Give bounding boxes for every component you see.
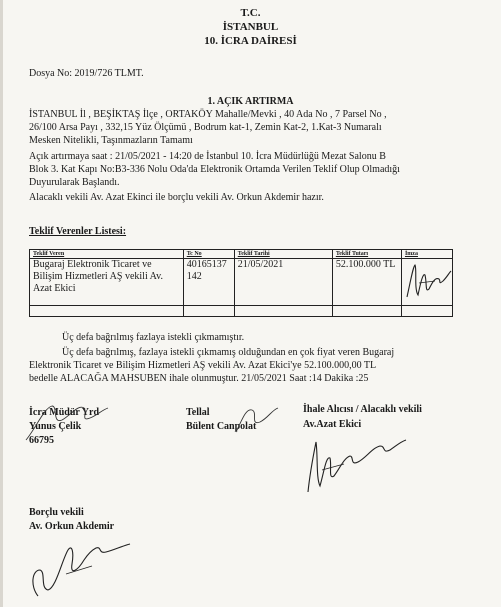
table-row [30,259,453,306]
result-line-1: Üç defa bağrılmış fazlaya istekli çıkmamıştır. [62,332,245,343]
buyer-name: Av.Azat Ekici [303,419,362,430]
col-date: Teklif Tarihi [234,250,332,259]
bids-header-row [30,250,453,259]
director-role: İcra Müdür Yrd [29,407,99,418]
header-office: 10. İCRA DAİRESİ [204,35,297,47]
bids-table [29,249,453,317]
bids-title: Teklif Verenler Listesi: [29,226,127,237]
location-line-3: Mesken Nitelikli, Taşınmazların Tamamı [29,135,193,146]
debtor-name: Av. Orkun Akdemir [29,521,115,532]
col-tc-no: Tc No [183,250,234,259]
opening-line-3: Duyurularak Başlandı. [29,177,120,188]
result-line-2c: bedelle ALACAĞA MAHSUBEN ihale olunmuştur. 21/05/2021 Saat :14 Dakika :25 [29,373,369,384]
opening-line-2: Blok 3. Kat Kapı No:B3-336 Nolu Oda'da Elektronik Ortamda Verilen Teklif Olup Olmadığı [29,164,400,175]
crier-signature-icon [232,402,280,436]
bidder-cell: Bugaraj Elektronik Ticaret ve Bilişim Hizmetleri AŞ vekili Av. Azat Ekici [30,259,184,306]
scan-edge [0,0,3,607]
table-row-empty [30,306,453,317]
debtor-signature-icon [26,530,136,600]
auction-title: 1. AÇIK ARTIRMA [207,96,294,107]
director-signature-icon [22,398,112,448]
header-city: İSTANBUL [222,21,279,33]
debtor-role: Borçlu vekili [29,507,84,518]
buyer-role: İhale Alıcısı / Alacaklı vekili [303,404,422,415]
signature-cell [401,259,452,306]
col-signature: İmza [401,250,452,259]
col-amount: Teklif Tutarı [332,250,401,259]
bidder-signature-icon [405,259,449,301]
buyer-signature-icon [300,432,410,496]
location-line-1: İSTANBUL İl , BEŞİKTAŞ İlçe , ORTAKÖY Mahalle/Mevki , 40 Ada No , 7 Parsel No , [29,109,387,120]
attendance-line: Alacaklı vekili Av. Azat Ekinci ile borçlu vekili Av. Orkun Akdemir hazır. [29,192,324,203]
opening-line-1: Açık artırmaya saat : 21/05/2021 - 14:20 de İstanbul 10. İcra Müdürlüğü Mezat Salonu B [29,151,386,162]
director-id: 66795 [29,435,54,446]
tc-no-cell: 40165137142 [183,259,234,306]
col-bidder: Teklif Veren [30,250,184,259]
crier-role: Tellal [186,407,210,418]
result-line-2b: Elektronik Ticaret ve Bilişim Hizmetleri AŞ vekili Av. Azat Ekici'ye 52.100.000,00 TL [29,360,377,371]
crier-name: Bülent Canpolat [186,421,257,432]
date-cell: 21/05/2021 [234,259,332,306]
file-number: Dosya No: 2019/726 TLMT. [29,68,144,79]
location-line-2: 26/100 Arsa Payı , 332,15 Yüz Ölçümü , Bodrum kat-1, Zemin Kat-2, 1.Kat-3 Numaralı [29,122,382,133]
result-line-2a: Üç defa bağrılmış, fazlaya istekli çıkmamış olduğundan en çok fiyat veren Bugaraj [62,347,395,358]
director-name: Yunus Çelik [29,421,82,432]
header-tc: T.C. [240,7,261,19]
amount-cell: 52.100.000 TL [332,259,401,306]
